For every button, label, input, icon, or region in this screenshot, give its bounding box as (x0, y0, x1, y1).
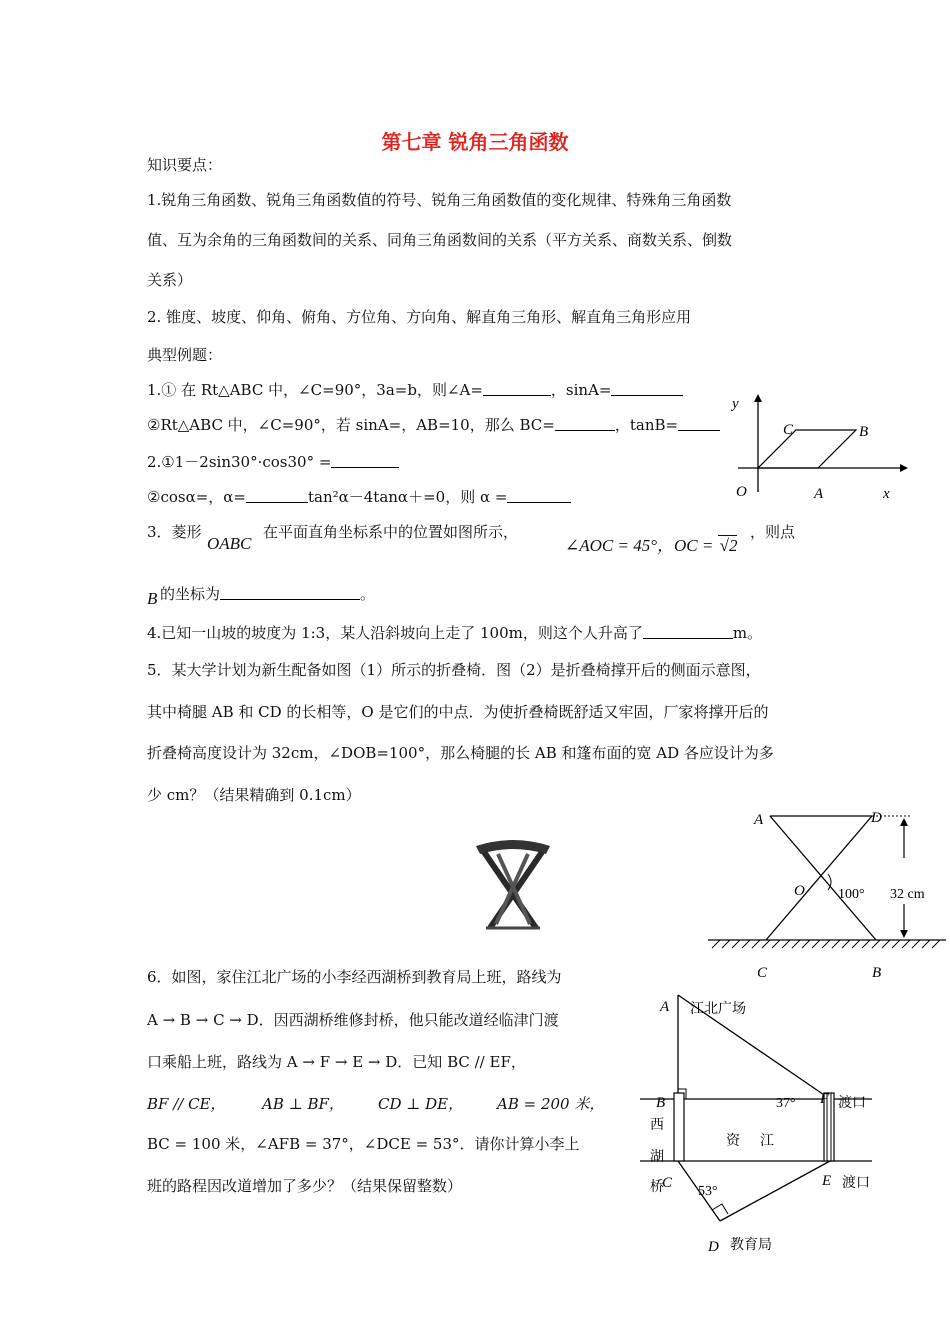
rhombus-name: OABC (207, 534, 252, 553)
label-b: B (872, 965, 882, 980)
label-ferry-2: 渡口 (842, 1176, 870, 1191)
label-o: O (736, 484, 747, 500)
question-1b: ②Rt△ABC 中，∠C=90°，若 sinA=，AB=10，那么 BC= ，tanB= (147, 415, 720, 435)
rhombus-coordinate-figure (728, 388, 938, 508)
label-e: E (822, 1173, 832, 1189)
label-c: C (662, 1175, 673, 1191)
label-angle: 100° (838, 887, 865, 902)
question-6-line-1: 6．如图，家住江北广场的小李经西湖桥到教育局上班，路线为 (147, 968, 562, 986)
label-xi: 西 (650, 1118, 664, 1133)
folding-chair-photo (468, 832, 558, 942)
label-qiao: 桥 (650, 1180, 664, 1195)
question-6-line-5: BC = 100 米，∠AFB = 37°，∠DCE = 53°．请你计算小李上 (147, 1135, 580, 1153)
answer-blank[interactable] (678, 416, 720, 431)
answer-blank[interactable] (643, 624, 733, 639)
label-37: 37° (776, 1096, 796, 1111)
answer-blank[interactable] (507, 488, 571, 503)
page-title: 第七章 锐角三角函数 (381, 130, 569, 154)
question-5-line-2: 其中椅腿 AB 和 CD 的长相等，O 是它们的中点．为使折叠椅既舒适又牢固，厂家将撑开后的 (147, 703, 769, 721)
label-a: A (754, 812, 764, 828)
answer-blank[interactable] (611, 381, 683, 396)
question-5-line-4: 少 cm？（结果精确到 0.1cm） (147, 786, 361, 804)
answer-blank[interactable] (483, 381, 551, 396)
label-53: 53° (698, 1184, 718, 1199)
arrow-down-icon (900, 930, 908, 938)
answer-blank[interactable] (246, 488, 308, 503)
label-f: F (820, 1091, 830, 1107)
knowledge-point-1: 1.锐角三角函数、锐角三角函数值的符号、锐角三角函数值的变化规律、特殊角三角函数 (147, 191, 732, 209)
knowledge-point-2: 2. 锥度、坡度、仰角、俯角、方位角、方向角、解直角三角形、解直角三角形应用 (147, 308, 692, 326)
question-3-end: ，则点 (750, 523, 796, 541)
knowledge-heading: 知识要点： (147, 156, 223, 174)
label-d: D (871, 810, 882, 826)
xihu-bridge (674, 1093, 684, 1161)
label-jiangbei: 江北广场 (690, 1002, 746, 1017)
answer-blank[interactable] (220, 585, 360, 600)
label-d: D (708, 1239, 719, 1255)
knowledge-point-1-cont: 值、互为余角的三角函数间的关系、同角三角函数间的关系（平方关系、商数关系、倒数 (147, 231, 733, 249)
chair-side-diagram (700, 800, 950, 980)
question-3-math: ∠AOC = 45°，OC = √2 (565, 536, 738, 555)
question-5-line-3: 折叠椅高度设计为 32cm，∠DOB=100°，那么椅腿的长 AB 和篷布面的宽 AD 各应设计为多 (147, 744, 774, 762)
question-2a: 2.①1－2sin30°·cos30° = (147, 452, 399, 472)
leg-cd (766, 816, 872, 940)
question-6-line-4a: BF // CE， (147, 1095, 226, 1113)
arrow-up-icon (900, 818, 908, 826)
label-b: B (656, 1095, 666, 1111)
knowledge-point-1-end: 关系） (147, 271, 193, 289)
point-b: B (147, 589, 158, 608)
ground-hatching (712, 940, 940, 948)
question-6-line-4b: AB ⊥ BF， (262, 1095, 344, 1113)
label-jiang: 江 (760, 1134, 774, 1149)
question-6-line-3: 口乘船上班，路线为 A → F → E → D．已知 BC // EF， (147, 1053, 526, 1071)
label-o: O (794, 883, 805, 899)
question-3-prefix: 3．菱形 (147, 523, 202, 541)
label-ferry-1: 渡口 (838, 1096, 866, 1111)
answer-blank[interactable] (555, 416, 615, 431)
question-4: 4.已知一山坡的坡度为 1:3，某人沿斜坡向上走了 100m，则这个人升高了 m。 (147, 624, 763, 642)
label-y: y (732, 396, 739, 412)
label-a: A (660, 999, 670, 1015)
label-hu: 湖 (650, 1150, 664, 1165)
label-c: C (783, 422, 794, 438)
answer-blank[interactable] (331, 453, 399, 468)
label-c: C (757, 965, 768, 980)
question-5-line-1: 5．某大学计划为新生配备如图（1）所示的折叠椅．图（2）是折叠椅撑开后的侧面示意图， (147, 661, 761, 679)
question-6-line-4d: AB = 200 米， (497, 1095, 605, 1113)
question-3-tail: 的坐标为 。 (160, 585, 376, 603)
rhombus-oabc (758, 430, 856, 468)
label-zi: 资 (726, 1134, 740, 1149)
label-bureau: 教育局 (730, 1238, 772, 1253)
x-axis-arrow-icon (900, 464, 908, 472)
label-b: B (859, 424, 869, 440)
examples-heading: 典型例题： (147, 346, 223, 364)
segment-de (720, 1161, 830, 1221)
question-2b: ②cosα=，α= tan²α－4tanα＋=0，则 α = (147, 487, 571, 507)
leg-ab (770, 816, 876, 940)
label-height: 32 cm (890, 887, 925, 902)
river-route-diagram (640, 985, 900, 1265)
question-3-text: 在平面直角坐标系中的位置如图所示， (263, 523, 519, 541)
label-a: A (814, 486, 824, 502)
y-axis-arrow-icon (754, 394, 762, 402)
question-6-line-4c: CD ⊥ DE， (378, 1095, 464, 1113)
question-6-line-2: A → B → C → D．因西湖桥维修封桥，他只能改道经临津门渡 (147, 1011, 559, 1029)
label-x: x (883, 486, 890, 502)
question-6-line-6: 班的路程因改道增加了多少？（结果保留整数） (147, 1177, 463, 1195)
question-1a: 1.① 在 Rt△ABC 中，∠C=90°，3a=b，则∠A= ，sinA= (147, 380, 683, 400)
